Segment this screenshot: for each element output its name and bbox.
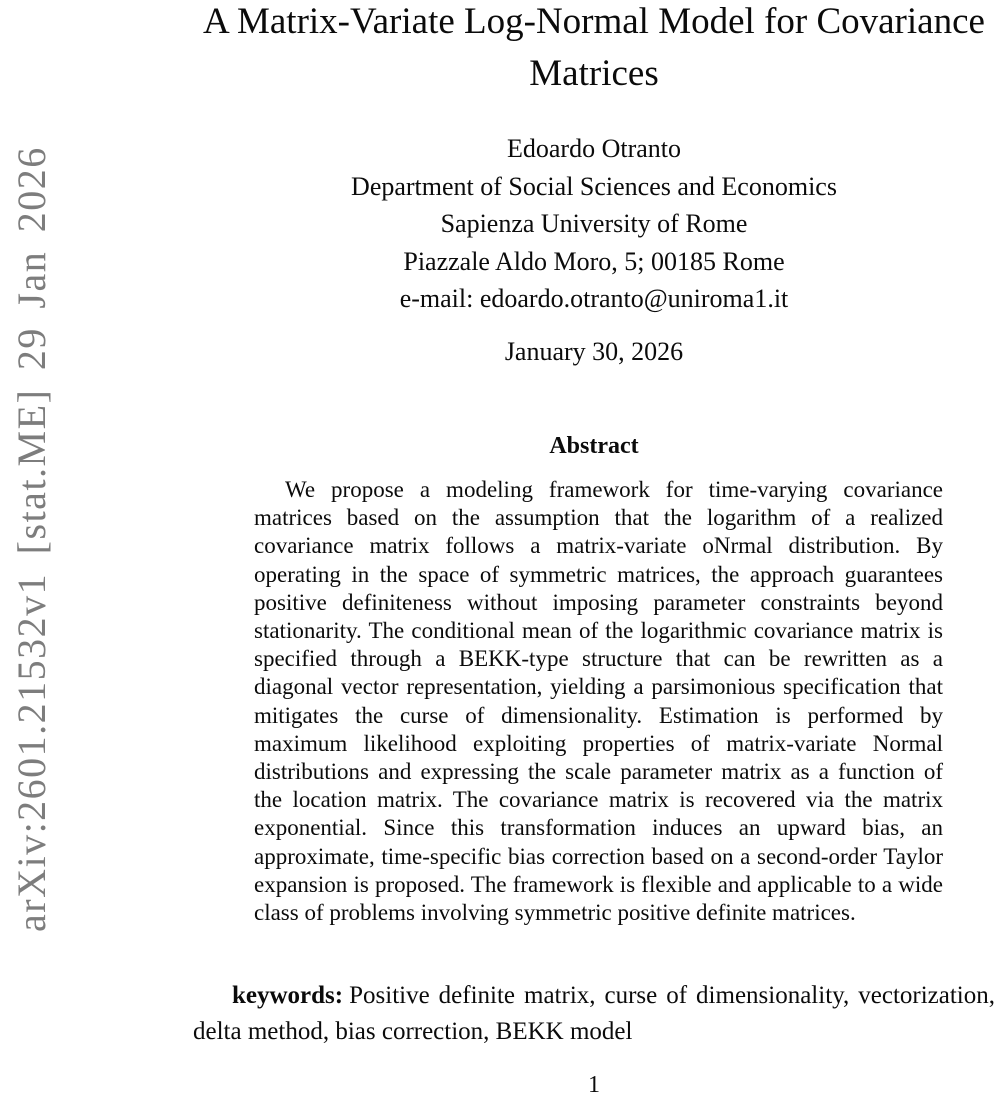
page-number: 1 [588,1072,600,1098]
author-department: Department of Social Sciences and Economics [351,171,837,201]
paper-date: January 30, 2026 [504,337,684,366]
keywords-label: keywords: [232,982,344,1009]
author-address: Piazzale Aldo Moro, 5; 00185 Rome [403,246,785,276]
keywords-paragraph [193,978,995,1050]
abstract-text: We propose a modeling framework for time-varying covariance matrices based on the assumption that the logarithm of a realized covariance matrix follows a matrix-variate oNrmal distribution. By operating in the space of symmetric matrices, the approach guarantees positive definiteness without imposing parameter constraints beyond stationarity. The conditional mean of the logarithmic covariance matrix is specified through a BEKK-type structure that can be rewritten as a diagonal vector representation, yielding a parsimonious specification that mitigates the curse of dimensionality. Estimation is performed by maximum likelihood exploiting properties of matrix-variate Normal distributions and expressing the scale parameter matrix as a function of the location matrix. The covariance matrix is recovered via the matrix exponential. Since this transformation induces an upward bias, an approximate, time-specific bias correction based on a second-order Taylor expansion is proposed. The framework is flexible and applicable to a wide class of problems involving symmetric positive definite matrices. [254,477,943,926]
keywords-text: Positive definite matrix, curse of dimensionality, vectorization, delta method, bias correction, BEKK model [193,982,995,1045]
author-university: Sapienza University of Rome [440,209,748,238]
author-block [193,130,995,318]
abstract-heading: Abstract [549,433,639,459]
author-email: e-mail: edoardo.otranto@uniroma1.it [399,284,789,313]
paper-title: A Matrix-Variate Log-Normal Model for Covariance Matrices [203,1,985,94]
arxiv-watermark: arXiv:2601.21532v1 [stat.ME] 29 Jan 2026 [9,146,54,932]
author-name: Edoardo Otranto [506,134,681,163]
